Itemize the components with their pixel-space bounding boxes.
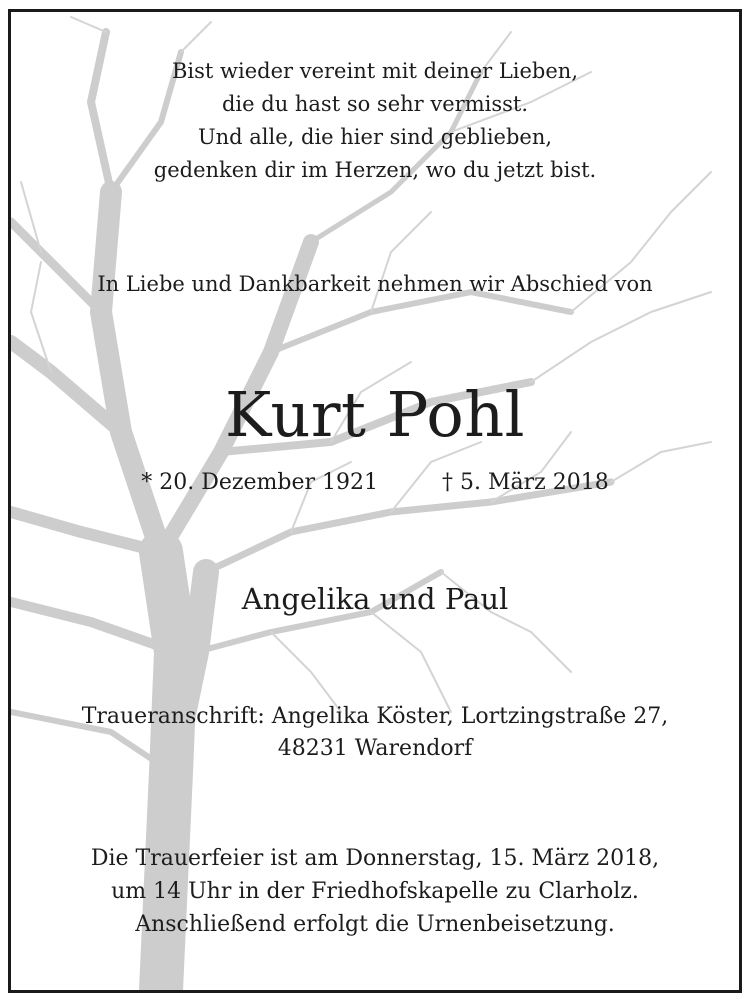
poem-line: Bist wieder vereint mit deiner Lieben, — [171, 59, 578, 83]
obituary-content — [11, 12, 739, 990]
death-date: † 5. März 2018 — [442, 470, 609, 495]
obituary-frame — [8, 9, 742, 993]
deceased-name: Kurt Pohl — [225, 378, 525, 451]
poem-line: gedenken dir im Herzen, wo du jetzt bist. — [153, 158, 597, 182]
poem-line: die du hast so sehr vermisst. — [221, 92, 528, 116]
mourning-address-line: Traueranschrift: Angelika Köster, Lortzingstraße 27, — [81, 704, 669, 729]
intro-text: In Liebe und Dankbarkeit nehmen wir Abschied von — [97, 272, 653, 296]
family-names: Angelika und Paul — [241, 582, 509, 616]
poem-line: Und alle, die hier sind geblieben, — [197, 125, 553, 149]
birth-date: * 20. Dezember 1921 — [141, 470, 378, 495]
mourning-address-line: 48231 Warendorf — [277, 736, 473, 761]
funeral-info-line: Die Trauerfeier ist am Donnerstag, 15. März 2018, — [90, 846, 660, 871]
life-dates — [11, 470, 739, 495]
funeral-info-line: Anschließend erfolgt die Urnenbeisetzung. — [135, 912, 615, 937]
funeral-info-line: um 14 Uhr in der Friedhofskapelle zu Clarholz. — [111, 879, 639, 904]
